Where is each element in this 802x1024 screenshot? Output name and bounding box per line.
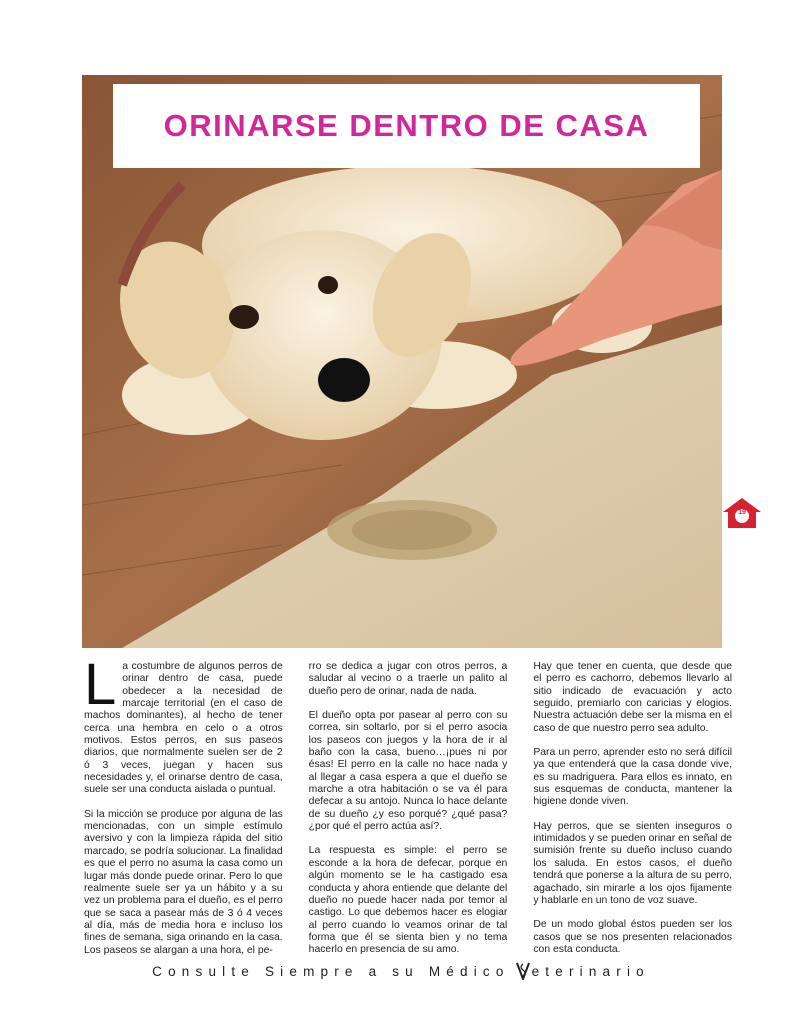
footer-text-start: Consulte Siempre a su Médico — [152, 964, 510, 979]
article-column-2 — [308, 661, 508, 956]
article-paragraph: Si la micción se produce por alguna de las mencionadas, con un simple estímulo aversivo y con la limpieza rápida del sitio marcado, se podría solucionar. La finalidad es que el perro no asuma la casa como un lugar más donde puede orinar. Pero lo que realmente suele ser ya un hábito y a su vez un problema para el dueño, es el perro que se saca a pasear más de 3 ó 4 veces al día, más de media hora e incluso los fines de semana, siga orinando en la casa. Los paseos se alargan a una hora, el pe- — [84, 808, 283, 956]
drop-cap: L — [84, 652, 117, 717]
page-number-badge — [722, 496, 762, 530]
article-paragraph: Hay que tener en cuenta, que desde que el perro es cachorro, debemos llevarlo al sitio indicado de evacuación y acto seguido, premiarlo con caricias y elogios. Nuestra actuación debe ser la misma en el caso de que nuestro perro sea adulto. — [533, 661, 733, 734]
article-paragraph: De un modo global éstos pueden ser los casos que se nos presenten relacionados con esta conducta. — [533, 919, 733, 955]
article-paragraph: Para un perro, aprender esto no será difícil ya que entenderá que la casa donde vive, es su madriguera. Para ellos es innato, en sus esquemas de conducta, mantener la higiene donde viven. — [533, 747, 733, 808]
title-banner — [113, 84, 700, 168]
footer-text-end: eterinario — [531, 964, 650, 979]
article-paragraph: La respuesta es simple: el perro se esconde a la hora de defecar, porque en algún momento se le ha castigado esa conducta y ahora entiende que delante del dueño no puede hacer nada por temor al castigo. Lo que debemos hacer es elogiar al perro cuando lo veamos orinar de tal forma que él se sienta bien y no tema hacerlo en presencia de su amo. — [308, 845, 508, 956]
article-body — [84, 652, 733, 956]
footer-tagline — [0, 962, 802, 983]
article-paragraph: Hay perros, que se sienten inseguros o intimidados y se pueden orinar en señal de sumisión frente su dueño incluso cuando los saluda. En estos casos, el dueño tendrá que ponerse a la altura de su perro, agachado, sin mirarle a los ojos fijamente y hablarle en un tono de voz suave. — [533, 820, 733, 906]
page-number: 19 — [738, 509, 746, 516]
page-title: ORINARSE DENTRO DE CASA — [163, 108, 650, 143]
article-column-1 — [84, 652, 283, 956]
caduceus-v-icon — [516, 962, 530, 983]
article-column-3 — [533, 661, 733, 955]
article-paragraph: rro se dedica a jugar con otros perros, a saludar al vecino o a traerle un palito al dueño pero de orinar, nada de nada. — [308, 661, 508, 697]
article-paragraph: La costumbre de algunos perros de orinar dentro de casa, puede obedecer a la necesidad de marcaje territorial (en el caso de machos dominantes), al hecho de tener cerca una hembra en celo o a otros motivos. Estos perros, en sus paseos diarios, que normalmente suelen ser de 2 ó 3 veces, juegan y hacen sus necesidades y, el orinarse dentro de casa, suele ser una conducta aislada o puntual. — [84, 652, 283, 796]
article-paragraph: El dueño opta por pasear al perro con su correa, sin soltarlo, por si el perro asocia los paseos con juegos y la hora de ir al baño con la casa, bueno…¡pues ni por ésas! El perro en la calle no hace nada y al llegar a casa espera a que el dueño se marche a otra habitación o se va él para defecar a su antojo. Nunca lo hace delante de su dueño ¿y eso porqué? ¿qué pasa? ¿por qué el perro actúa así?. — [308, 710, 508, 833]
